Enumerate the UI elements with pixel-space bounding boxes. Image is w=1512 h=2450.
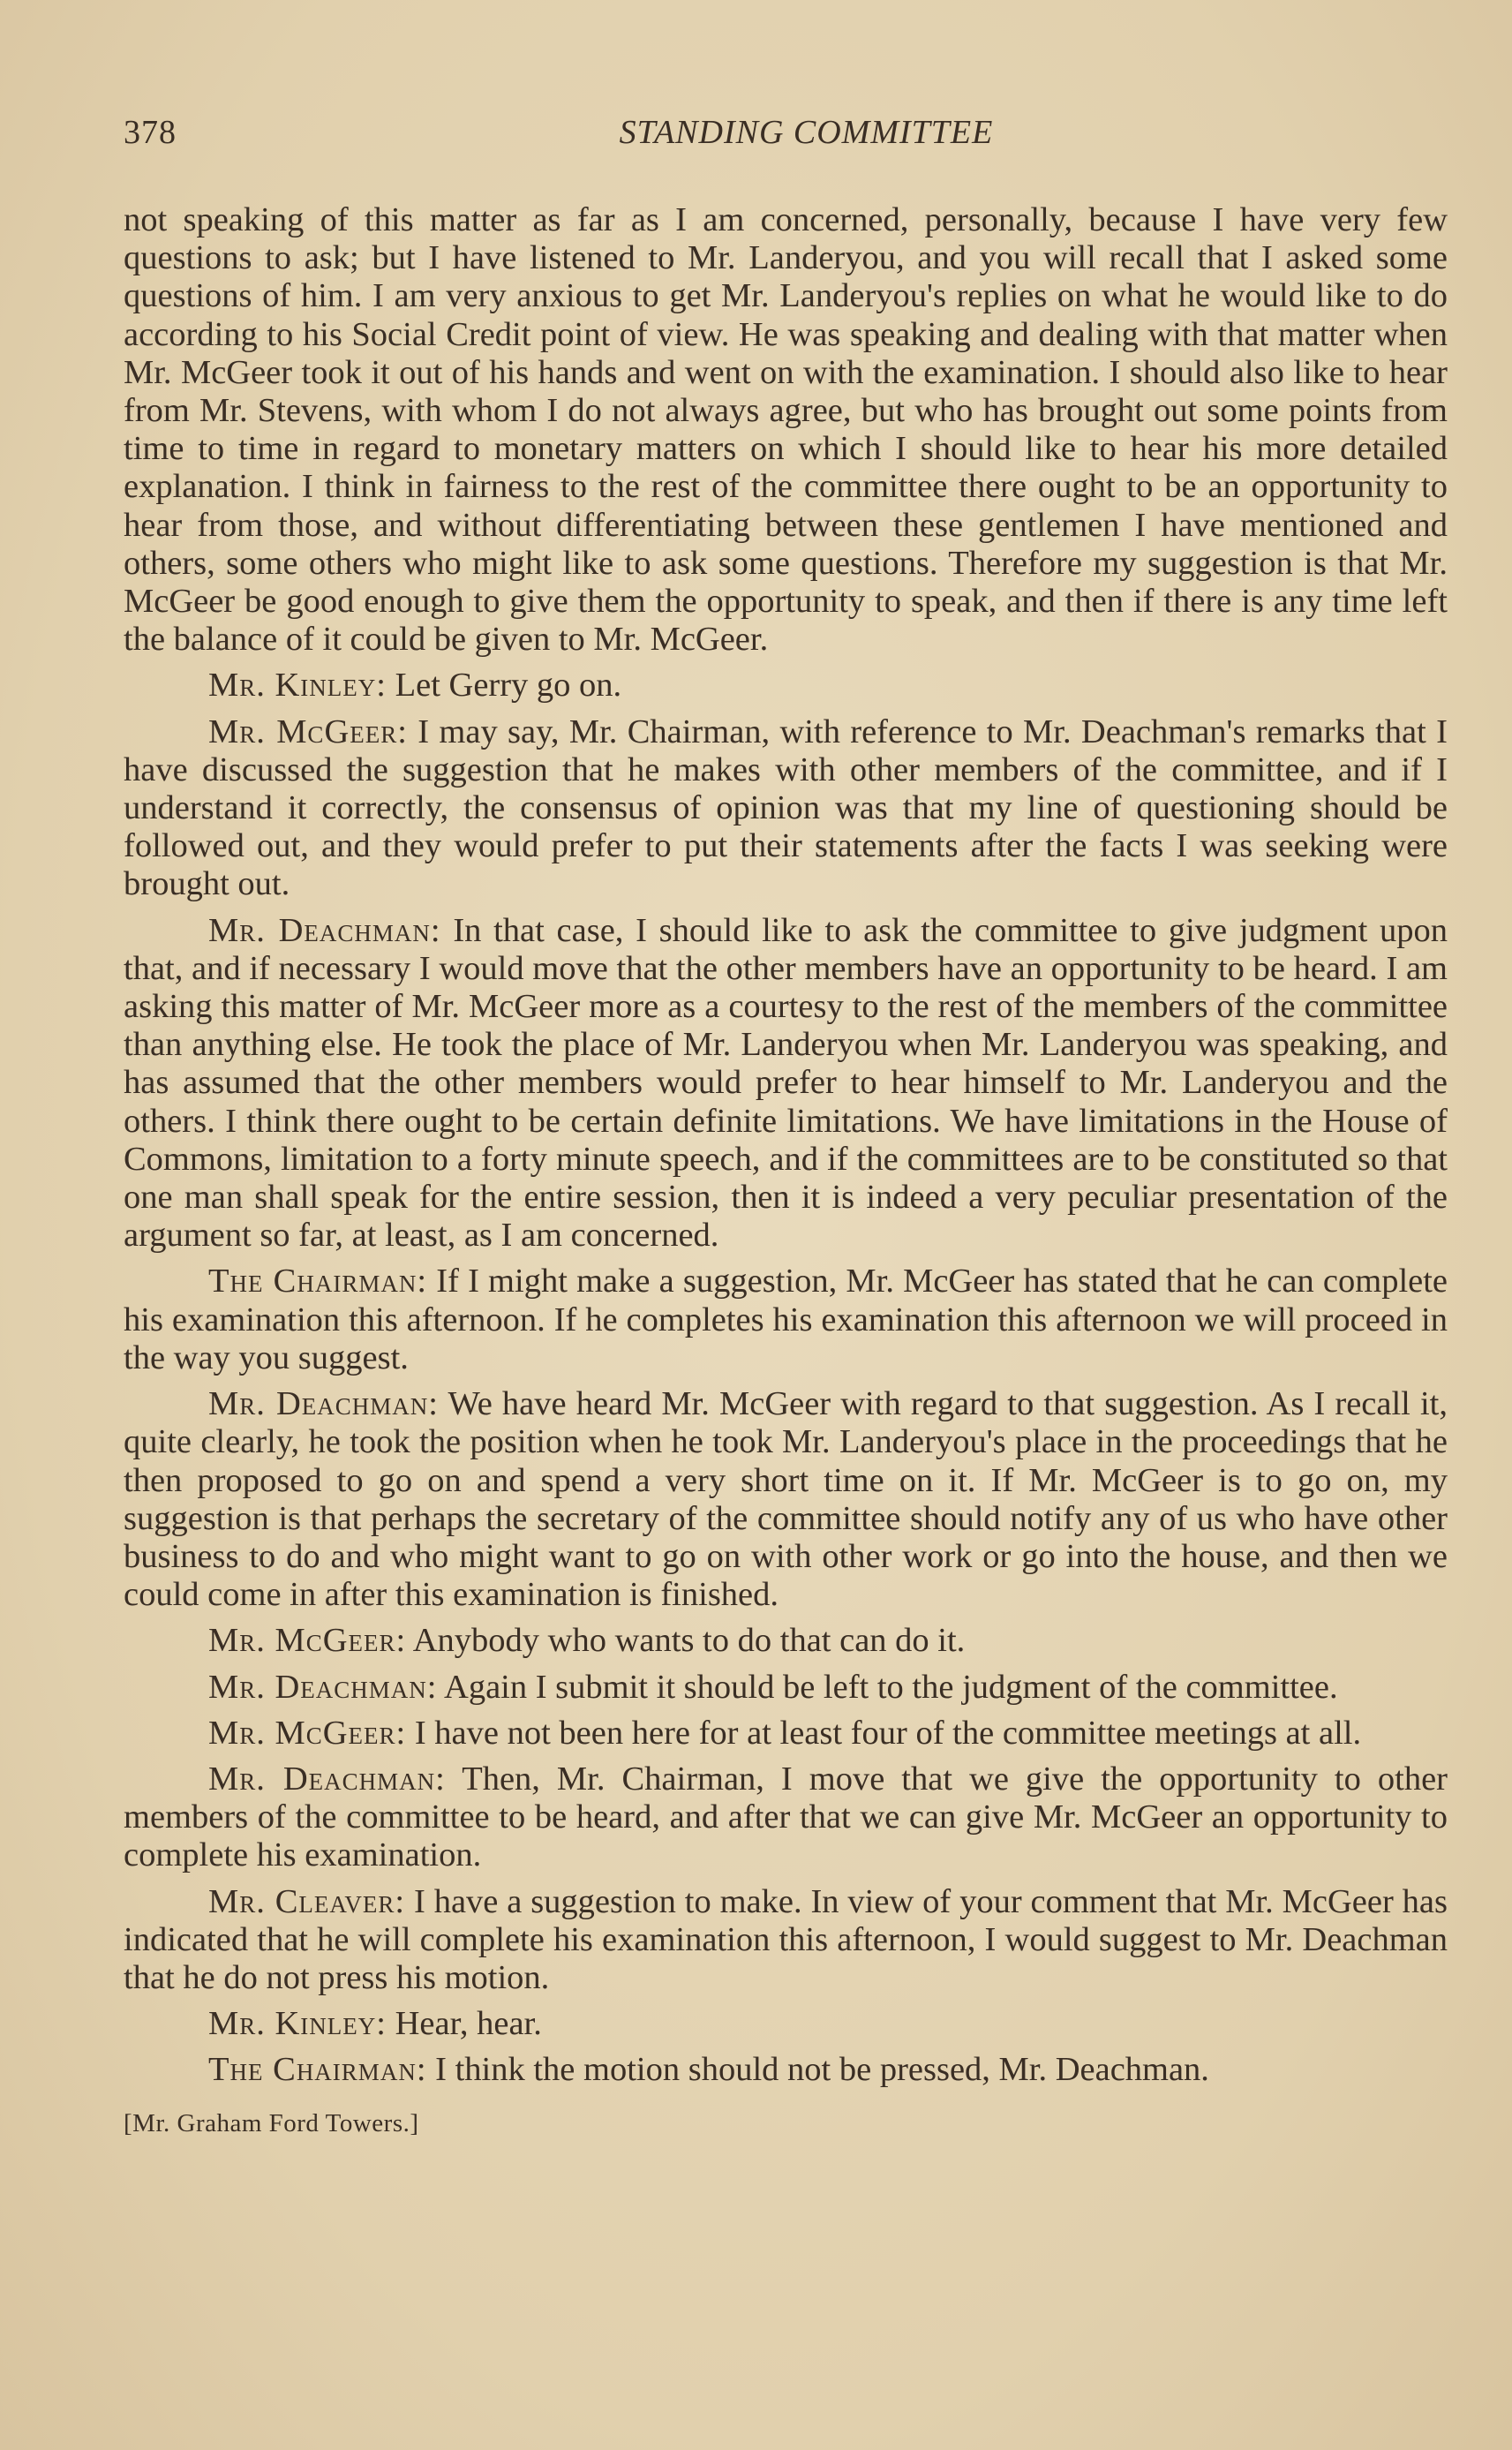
paragraph-text: not speaking of this matter as far as I am concerned, personally, because I have very few questions to ask; but I have listened to Mr. Landeryou, and you will recall that I asked some questions of him. I am very anxious to get Mr. Landeryou's replies on what he would like to do according to his Social Credit point of view. He was speaking and dealing with that matter when Mr. McGeer took it out of his hands and went on with the examination. I should also like to hear from Mr. Stevens, with whom I do not always agree, but who has brought out some points from time to time in regard to monetary matters on which I should like to hear his more detailed explanation. I think in fairness to the rest of the committee there ought to be an opportunity to hear from those, and without differentiating between these gentlemen I have mentioned and others, some others who might like to ask some questions. Therefore my suggestion is that Mr. McGeer be good enough to give them the opportunity to speak, and then if there is any time left the balance of it could be given to Mr. McGeer.	[124, 201, 1448, 659]
paragraph-text: I have a suggestion to make. In view of your comment that Mr. McGeer has indicated that he will complete his examination this afternoon, I would suggest to Mr. Deachman that he do not press his motion.	[124, 1882, 1448, 1996]
running-head: STANDING COMMITTEE	[619, 114, 994, 151]
speaker-label: Mr. McGeer:	[208, 1622, 407, 1660]
paragraph-text: I may say, Mr. Chairman, with reference to Mr. Deachman's remarks that I have discussed the suggestion that he makes with other members of the committee, and if I understand it correctly, the consensus of opinion was that my line of questioning should be followed out, and they would prefer to put their statements after the facts I was seeking were brought out.	[124, 712, 1448, 903]
speaker-label: Mr. Kinley:	[208, 2005, 387, 2043]
paragraph	[124, 912, 1448, 1255]
footer-attribution: [Mr. Graham Ford Towers.]	[124, 2108, 419, 2137]
speaker-label: Mr. Cleaver:	[208, 1882, 406, 1920]
page-number: 378	[124, 114, 177, 151]
paragraph	[124, 1385, 1448, 1614]
paragraph-text: In that case, I should like to ask the committee to give judgment upon that, and if necessary I would move that the other members have an opportunity to be heard. I am asking this matter of Mr. McGeer more as a courtesy to the rest of the members of the committee than anything else. He took the place of Mr. Landeryou when Mr. Landeryou was speaking, and has assumed that the other members would prefer to hear himself to Mr. Landeryou and the others. I think there ought to be certain definite limitations. We have limitations in the House of Commons, limitation to a forty minute speech, and if the committees are to be constituted so that one man shall speak for the entire session, then it is indeed a very peculiar presentation of the argument so far, at least, as I am concerned.	[124, 911, 1448, 1255]
speaker-label: Mr. Kinley:	[208, 667, 387, 705]
paragraph	[124, 1883, 1448, 1998]
paragraph	[124, 713, 1448, 904]
speaker-label: Mr. McGeer:	[208, 1714, 407, 1752]
paragraph	[124, 1622, 1448, 1660]
speaker-label: Mr. Deachman:	[208, 1668, 438, 1706]
paragraph	[124, 667, 1448, 705]
paragraph-text: We have heard Mr. McGeer with regard to that suggestion. As I recall it, quite clearly, he took the position when he took Mr. Landeryou's place in the proceedings that he then proposed to go on and spend a very short time on it. If Mr. McGeer is to go on, my suggestion is that perhaps the secretary of the committee should notify any of us who have other business to do and who might want to go on with other work or go into the house, and then we could come in after this examination is finished.	[124, 1385, 1448, 1614]
paragraph-text: Anybody who wants to do that can do it.	[412, 1622, 966, 1660]
paragraph	[124, 1760, 1448, 1875]
speaker-label: The Chairman:	[208, 1263, 428, 1300]
paragraph	[124, 201, 1448, 659]
speaker-label: Mr. Deachman:	[208, 1385, 439, 1423]
speaker-label: Mr. McGeer:	[208, 712, 408, 750]
speaker-label: Mr. Deachman:	[208, 1760, 446, 1798]
paragraph	[124, 2051, 1448, 2089]
paragraph-text: Then, Mr. Chairman, I move that we give the opportunity to other members of the committee to be heard, and after that we can give Mr. McGeer an opportunity to complete his examination.	[124, 1760, 1448, 1874]
paragraph-text: Let Gerry go on.	[395, 667, 622, 705]
paragraph-text: If I might make a suggestion, Mr. McGeer has stated that he can complete his examination this afternoon. If he completes his examination this afternoon we will proceed in the way you suggest.	[124, 1263, 1448, 1376]
paragraph-text: Hear, hear.	[395, 2005, 542, 2043]
paragraph	[124, 2005, 1448, 2043]
paragraph	[124, 1669, 1448, 1707]
speaker-label: Mr. Deachman:	[208, 911, 441, 949]
body-text	[124, 201, 1448, 2090]
paragraph	[124, 1715, 1448, 1753]
speaker-label: The Chairman:	[208, 2051, 427, 2089]
paragraph-text: Again I submit it should be left to the judgment of the committee.	[444, 1668, 1338, 1706]
page-header	[124, 104, 1454, 157]
paragraph-text: I have not been here for at least four of the committee meetings at all.	[414, 1714, 1362, 1752]
paragraph	[124, 1263, 1448, 1377]
paragraph-text: I think the motion should not be pressed, Mr. Deachman.	[435, 2051, 1209, 2089]
